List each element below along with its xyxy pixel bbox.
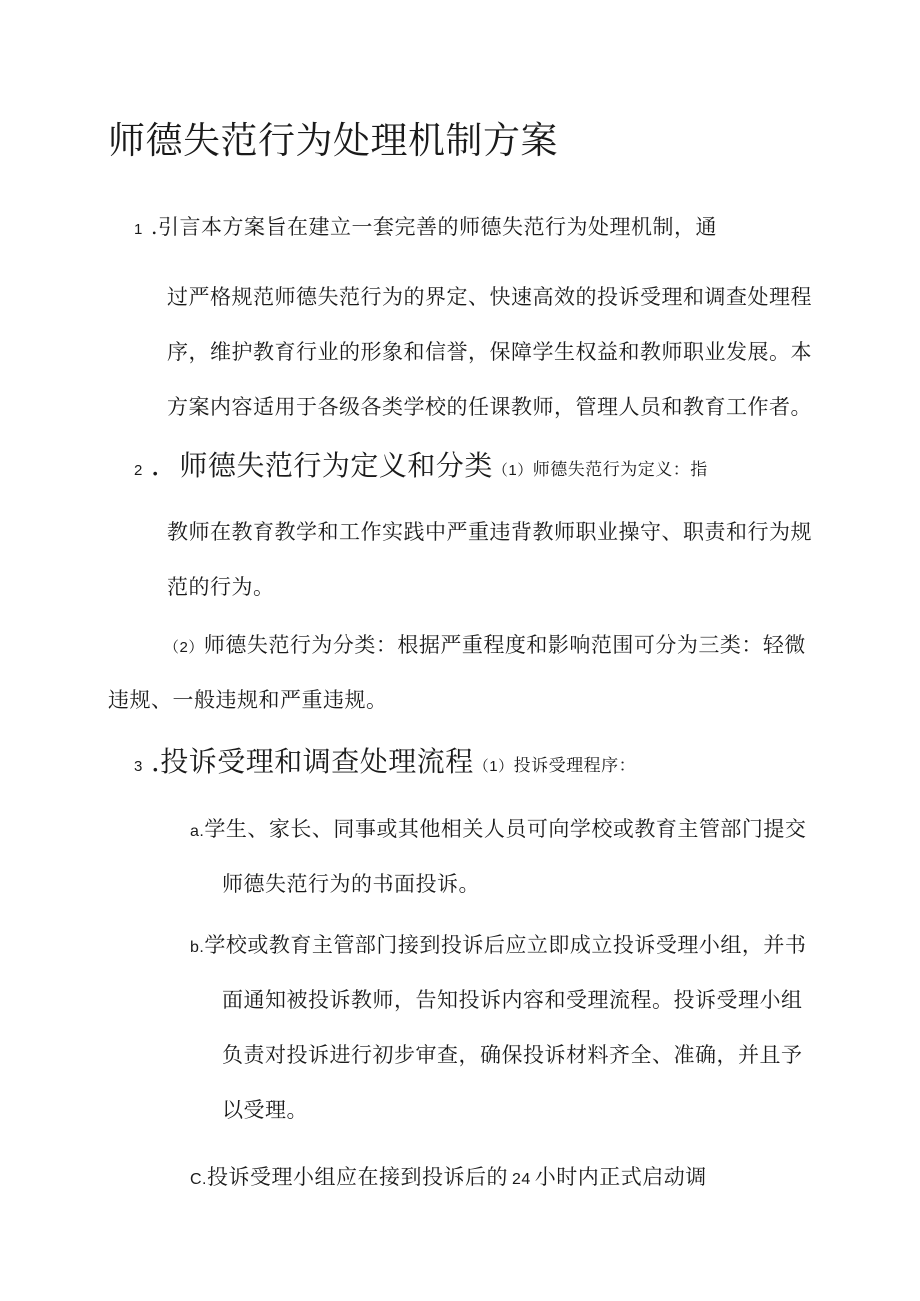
section-3-sub1-paren: （1）: [473, 758, 514, 775]
section-2-sub2-line2: 违规、一般违规和严重违规。: [108, 688, 388, 712]
section-2-sub2-paren: （2）: [164, 639, 204, 656]
section-3-number: 3: [134, 758, 143, 775]
section-2-heading: ．师德失范行为定义和分类: [150, 449, 493, 482]
item-b-line: 以受理。: [222, 1098, 308, 1122]
item-b-text: 学校或教育主管部门接到投诉后应立即成立投诉受理小组，并书: [204, 933, 807, 957]
section-2-sub2-text: 师德失范行为分类：根据严重程度和影响范围可分为三类：轻微: [203, 633, 806, 657]
section-2-sub1-paren: （1）: [492, 462, 533, 479]
section-1-line: 序，维护教育行业的形象和信誉，保障学生权益和教师职业发展。本: [167, 340, 812, 364]
section-1-lead-text: .引言本方案旨在建立一套完善的师德失范行为处理机制，通: [150, 215, 718, 239]
item-c-text-1: 投诉受理小组应在接到投诉后的: [207, 1165, 508, 1189]
item-b-line: 负责对投诉进行初步审查，确保投诉材料齐全、准确，并且予: [222, 1043, 803, 1067]
section-2-heading-line: [134, 448, 708, 486]
item-c-hours: 24: [512, 1171, 531, 1188]
item-b: [190, 930, 806, 963]
section-3-heading: .投诉受理和调查处理流程: [150, 745, 474, 778]
item-c: [190, 1162, 707, 1195]
item-a: [190, 814, 806, 847]
section-2-number: 2: [134, 462, 143, 479]
item-c-text-2: 小时内正式启动调: [534, 1165, 707, 1189]
item-a-text: 学生、家长、同事或其他相关人员可向学校或教育主管部门提交: [204, 817, 807, 841]
section-2-sub1-text: 师德失范行为定义：指: [532, 460, 708, 480]
section-2-sub2: [164, 630, 806, 663]
section-1-line: 方案内容适用于各级各类学校的任课教师，管理人员和教育工作者。: [167, 395, 812, 419]
item-a-line2: 师德失范行为的书面投诉。: [222, 872, 480, 896]
item-b-label: b.: [190, 939, 205, 956]
item-c-label: C.: [190, 1171, 207, 1188]
item-b-line: 面通知被投诉教师，告知投诉内容和受理流程。投诉受理小组: [222, 988, 803, 1012]
document-title: 师德失范行为处理机制方案: [108, 119, 558, 162]
section-3-heading-line: [134, 744, 636, 782]
section-2-line: 范的行为。: [167, 575, 275, 599]
section-3-sub1-text: 投诉受理程序：: [513, 756, 637, 776]
section-1-number: 1: [134, 221, 143, 238]
item-a-label: a.: [190, 823, 205, 840]
section-1-lead: [134, 212, 717, 245]
section-2-line: 教师在教育教学和工作实践中严重违背教师职业操守、职责和行为规: [167, 520, 812, 544]
section-1-line: 过严格规范师德失范行为的界定、快速高效的投诉受理和调查处理程: [167, 285, 812, 309]
